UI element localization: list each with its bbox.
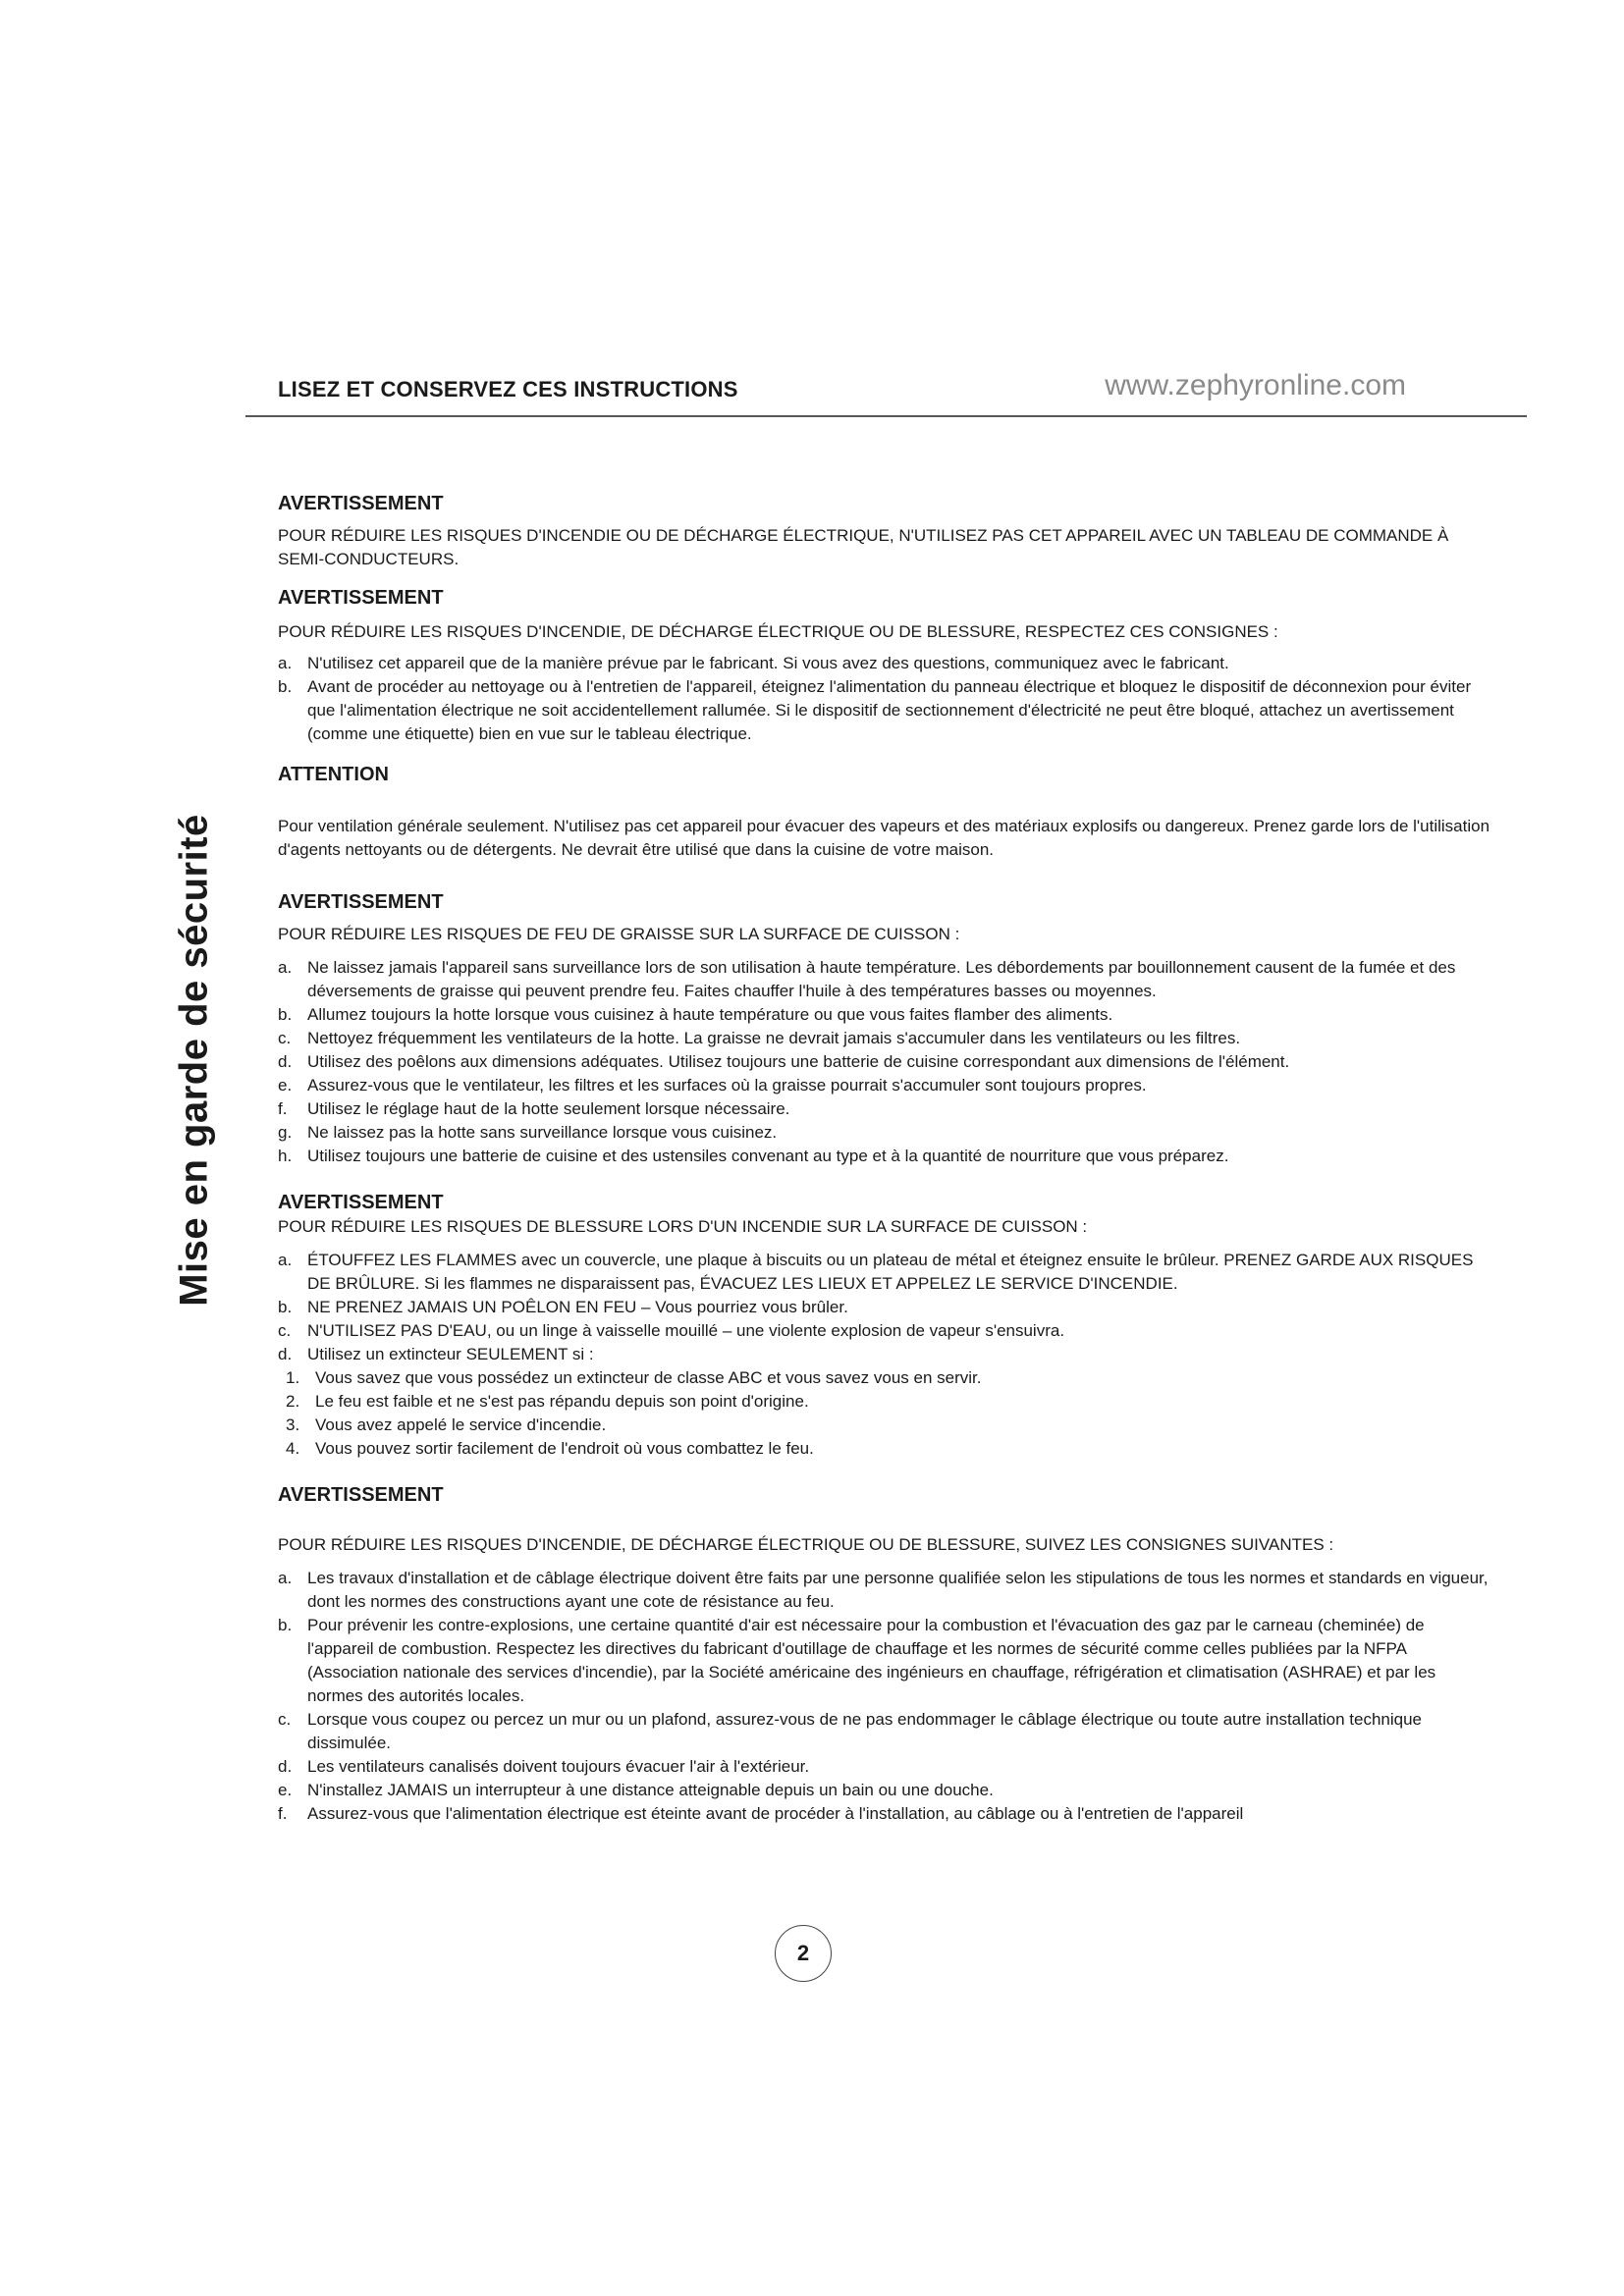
list-item: g. Ne laissez pas la hotte sans surveillance lorsque vous cuisinez. <box>278 1123 778 1142</box>
section-attention <box>278 762 1490 862</box>
section-intro: POUR RÉDUIRE LES RISQUES DE BLESSURE LORS D'UN INCENDIE SUR LA SURFACE DE CUISSON : <box>278 1217 1088 1236</box>
numbered-item: 1. Vous savez que vous possédez un extincteur de classe ABC et vous savez vous en servir. <box>286 1368 982 1387</box>
list-item: b. NE PRENEZ JAMAIS UN POÊLON EN FEU – Vous pourriez vous brûler. <box>278 1298 848 1316</box>
section-warning-fire <box>278 1190 1490 1461</box>
list-item: a. Ne laissez jamais l'appareil sans surveillance lors de son utilisation à haute température. Les débordements par bouillonnement causent de la fumée et des déversements de graisse qui peuvent prendre feu. Faites chauffer l'huile à des températures basses ou moyennes. <box>278 958 1456 1000</box>
list-item: e. N'installez JAMAIS un interrupteur à une distance atteignable depuis un bain ou une douche. <box>278 1781 994 1799</box>
list-item: d. Les ventilateurs canalisés doivent toujours évacuer l'air à l'extérieur. <box>278 1757 810 1776</box>
list-item: b. Avant de procéder au nettoyage ou à l'entretien de l'appareil, éteignez l'alimentation du panneau électrique et bloquez le dispositif de déconnexion pour éviter que l'alimentation électrique ne soit accidentellement rallumée. Si le dispositif de sectionnement d'électricité ne peut être bloqué, attachez un avertissement (comme une étiquette) bien en vue sur le tableau électrique. <box>278 677 1472 743</box>
section-intro: POUR RÉDUIRE LES RISQUES D'INCENDIE OU DE DÉCHARGE ÉLECTRIQUE, N'UTILISEZ PAS CET APPAREIL AVEC UN TABLEAU DE COMMANDE À SEMI-CONDUCTEURS. <box>278 526 1449 568</box>
list-item: e. Assurez-vous que le ventilateur, les filtres et les surfaces où la graisse pourrait s'accumuler sont toujours propres. <box>278 1076 1147 1095</box>
page-number: 2 <box>775 1925 832 1982</box>
header-title: LISEZ ET CONSERVEZ CES INSTRUCTIONS <box>278 377 738 401</box>
section-title: AVERTISSEMENT <box>278 587 444 609</box>
section-intro: Pour ventilation générale seulement. N'utilisez pas cet appareil pour évacuer des vapeurs et des matériaux explosifs ou dangereux. Prenez garde lors de l'utilisation d'agents nettoyants ou de détergents. Ne devrait être utilisé que dans la cuisine de votre maison. <box>278 817 1490 859</box>
section-title: AVERTISSEMENT <box>278 493 444 514</box>
header-url[interactable]: www.zephyronline.com <box>1105 369 1406 401</box>
list-item: c. N'UTILISEZ PAS D'EAU, ou un linge à vaisselle mouillé – une violente explosion de vapeur s'ensuivra. <box>278 1321 1065 1340</box>
header-divider <box>245 415 1527 417</box>
list-item: a. N'utilisez cet appareil que de la manière prévue par le fabricant. Si vous avez des questions, communiquez avec le fabricant. <box>278 654 1229 672</box>
main-content <box>278 491 1490 1826</box>
list-item: d. Utilisez des poêlons aux dimensions adéquates. Utilisez toujours une batterie de cuisine correspondant aux dimensions de l'élément. <box>278 1052 1290 1071</box>
list-item: b. Pour prévenir les contre-explosions, une certaine quantité d'air est nécessaire pour la combustion et l'évacuation des gaz par le carneau (cheminée) de l'appareil de combustion. Respectez les directives du fabricant d'outillage de chauffage et les normes de sécurité comme celles publiées par la NFPA (Association nationale des services d'incendie), par la Société américaine des ingénieurs en chauffage, réfrigération et climatisation (ASHRAE) et par les normes des autorités locales. <box>278 1616 1436 1705</box>
section-warning-1 <box>278 491 1490 571</box>
list-item: h. Utilisez toujours une batterie de cuisine et des ustensiles convenant au type et à la quantité de nourriture que vous préparez. <box>278 1147 1229 1165</box>
section-title: ATTENTION <box>278 764 389 785</box>
list-item: c. Nettoyez fréquemment les ventilateurs de la hotte. La graisse ne devrait jamais s'accumuler dans les ventilateurs ou les filtres. <box>278 1029 1241 1047</box>
section-title: AVERTISSEMENT <box>278 891 444 913</box>
list-item: f. Utilisez le réglage haut de la hotte seulement lorsque nécessaire. <box>278 1099 790 1118</box>
section-warning-installation <box>278 1482 1490 1826</box>
side-tab-label: Mise en garde de sécurité <box>172 814 216 1307</box>
section-intro: POUR RÉDUIRE LES RISQUES DE FEU DE GRAISSE SUR LA SURFACE DE CUISSON : <box>278 925 960 943</box>
list-item: c. Lorsque vous coupez ou percez un mur ou un plafond, assurez-vous de ne pas endommager le câblage électrique ou toute autre installation technique dissimulée. <box>278 1710 1423 1752</box>
section-title: AVERTISSEMENT <box>278 1484 444 1506</box>
numbered-item: 2. Le feu est faible et ne s'est pas répandu depuis son point d'origine. <box>286 1392 809 1411</box>
numbered-item: 4. Vous pouvez sortir facilement de l'endroit où vous combattez le feu. <box>286 1439 814 1458</box>
list-item: d. Utilisez un extincteur SEULEMENT si : <box>278 1345 594 1363</box>
section-intro: POUR RÉDUIRE LES RISQUES D'INCENDIE, DE DÉCHARGE ÉLECTRIQUE OU DE BLESSURE, RESPECTEZ CES CONSIGNES : <box>278 622 1278 641</box>
list-item: f. Assurez-vous que l'alimentation électrique est éteinte avant de procéder à l'installation, au câblage ou à l'entretien de l'appareil <box>278 1804 1244 1823</box>
section-warning-2 <box>278 585 1490 746</box>
section-intro: POUR RÉDUIRE LES RISQUES D'INCENDIE, DE DÉCHARGE ÉLECTRIQUE OU DE BLESSURE, SUIVEZ LES CONSIGNES SUIVANTES : <box>278 1535 1334 1554</box>
numbered-item: 3. Vous avez appelé le service d'incendie. <box>286 1415 607 1434</box>
section-title: AVERTISSEMENT <box>278 1192 444 1213</box>
section-warning-grease <box>278 889 1490 1168</box>
list-item: a. ÉTOUFFEZ LES FLAMMES avec un couvercle, une plaque à biscuits ou un plateau de métal et éteignez ensuite le brûleur. PRENEZ GARDE AUX RISQUES DE BRÛLURE. Si les flammes ne disparaissent pas, ÉVACUEZ LES LIEUX ET APPELEZ LE SERVICE D'INCENDIE. <box>278 1251 1474 1293</box>
list-item: a. Les travaux d'installation et de câblage électrique doivent être faits par une personne qualifiée selon les stipulations de tous les normes et standards en vigueur, dont les normes des constructions ayant une cote de résistance au feu. <box>278 1569 1489 1611</box>
list-item: b. Allumez toujours la hotte lorsque vous cuisinez à haute température ou que vous faites flamber des aliments. <box>278 1005 1113 1024</box>
